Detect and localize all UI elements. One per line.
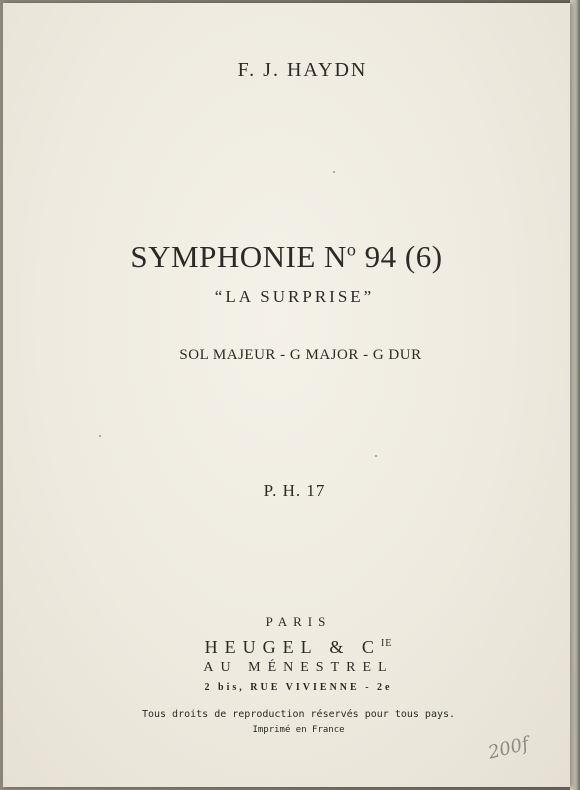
title-number-sign: o bbox=[346, 239, 357, 260]
paper-speck bbox=[375, 455, 377, 457]
rights-notice: Tous droits de reproduction réservés pour tous pays. bbox=[141, 709, 456, 720]
publisher-name-superscript: IE bbox=[380, 638, 393, 649]
symphony-title bbox=[3, 239, 570, 275]
key-signature-line: SOL MAJEUR - G MAJOR - G DUR bbox=[179, 347, 422, 363]
title-page bbox=[3, 3, 570, 787]
printed-in-notice: Imprimé en France bbox=[252, 725, 345, 735]
publisher-name-text: HEUGEL & C bbox=[204, 637, 381, 657]
publisher-city: PARIS bbox=[265, 614, 332, 629]
publisher-address: 2 bis, RUE VIVIENNE - 2e bbox=[204, 682, 393, 693]
symphony-subtitle: “LA SURPRISE” bbox=[214, 287, 375, 306]
paper-speck bbox=[333, 171, 335, 173]
paper-speck bbox=[99, 435, 101, 437]
publisher-name bbox=[15, 637, 580, 658]
pencil-price-note: 200f bbox=[486, 733, 531, 764]
title-number: 94 (6) bbox=[364, 239, 443, 274]
publisher-imprint: AU MÉNESTREL bbox=[203, 660, 394, 675]
composer-name: F. J. HAYDN bbox=[237, 59, 368, 81]
title-main: SYMPHONIE N bbox=[130, 239, 347, 274]
catalog-number: P. H. 17 bbox=[263, 481, 326, 500]
